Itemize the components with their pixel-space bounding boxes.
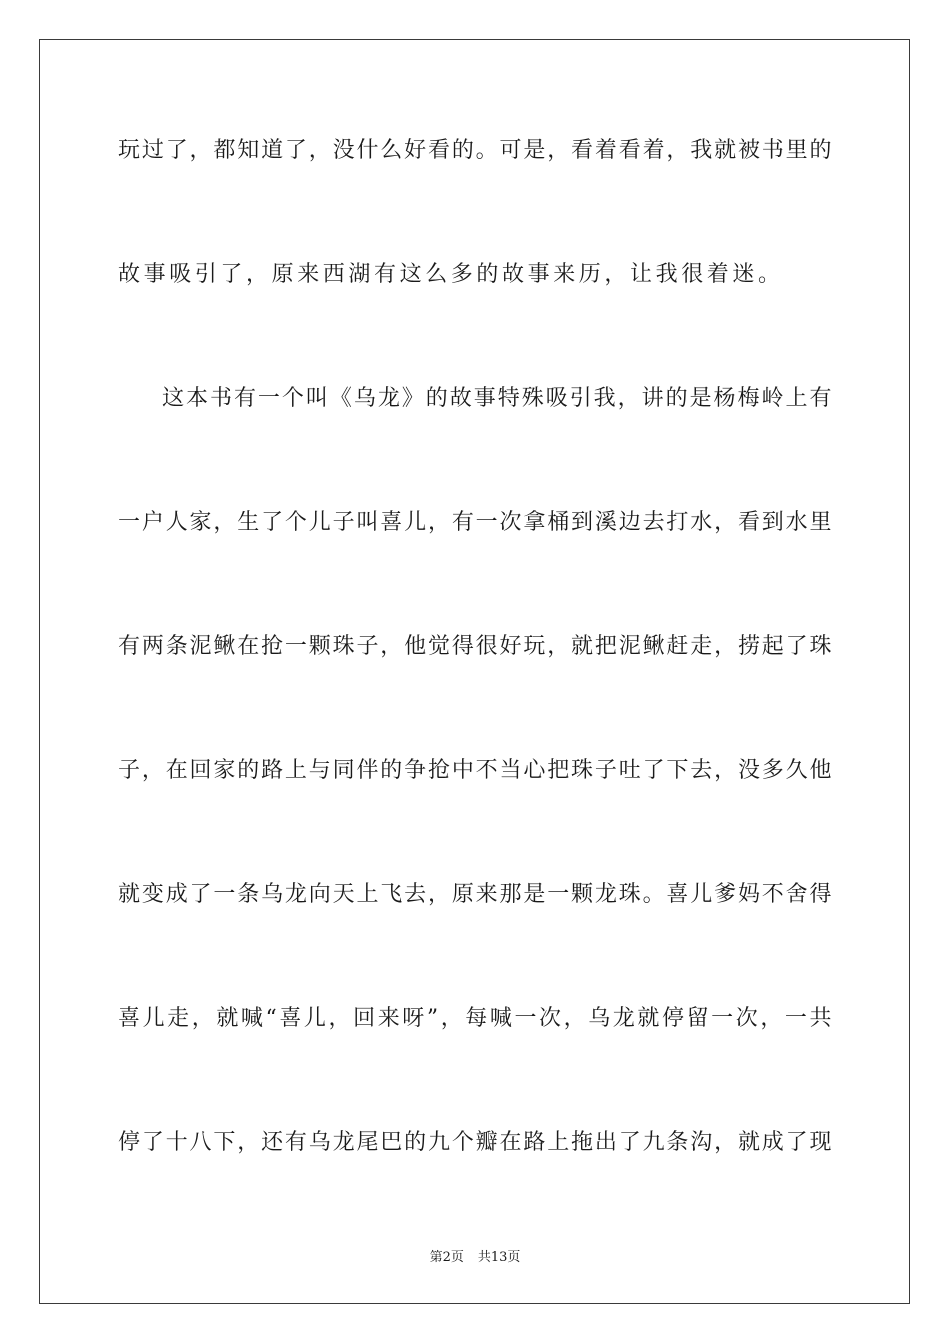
page-border	[39, 39, 910, 1304]
body-line-3: 这本书有一个叫《乌龙》的故事特殊吸引我，讲的是杨梅岭上有	[162, 386, 832, 411]
body-line-8: 喜儿走，就喊“喜儿，回来呀”，每喊一次，乌龙就停留一次，一共	[118, 1006, 832, 1031]
body-line-5: 有两条泥鳅在抢一颗珠子，他觉得很好玩，就把泥鳅赶走，捞起了珠	[118, 634, 832, 659]
page-footer	[0, 1246, 950, 1265]
body-line-2: 故事吸引了，原来西湖有这么多的故事来历，让我很着迷。	[118, 262, 784, 287]
body-line-6: 子，在回家的路上与同伴的争抢中不当心把珠子吐了下去，没多久他	[118, 758, 832, 783]
body-line-9: 停了十八下，还有乌龙尾巴的九个瓣在路上拖出了九条沟，就成了现	[118, 1130, 832, 1155]
body-line-1: 玩过了，都知道了，没什么好看的。可是，看着看着，我就被书里的	[118, 138, 832, 163]
body-line-4: 一户人家，生了个儿子叫喜儿，有一次拿桶到溪边去打水，看到水里	[118, 510, 832, 535]
page-total: 共13页	[477, 1250, 521, 1265]
page-number: 第2页	[429, 1250, 464, 1265]
body-line-7: 就变成了一条乌龙向天上飞去，原来那是一颗龙珠。喜儿爹妈不舍得	[118, 882, 832, 907]
